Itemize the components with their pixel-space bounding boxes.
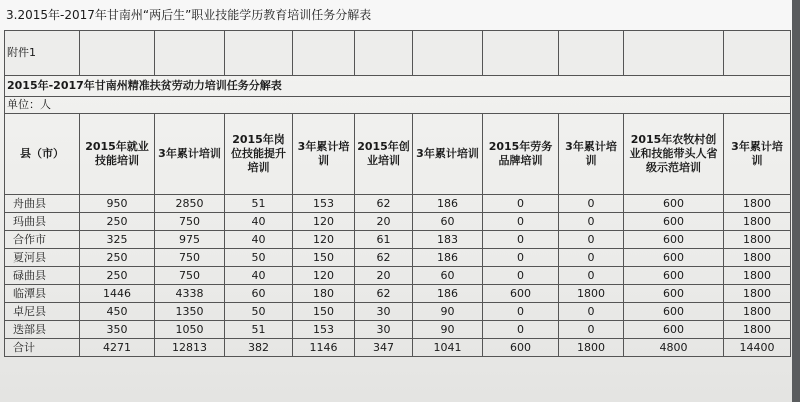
value-cell: 600 (624, 303, 724, 321)
value-cell: 61 (355, 231, 413, 249)
value-cell: 153 (293, 195, 355, 213)
value-cell: 4271 (80, 339, 155, 357)
column-header: 2015年就业技能培训 (80, 114, 155, 195)
task-table (4, 30, 791, 357)
column-header: 2015年岗位技能提升培训 (225, 114, 293, 195)
value-cell: 0 (483, 303, 559, 321)
value-cell: 600 (624, 213, 724, 231)
value-cell: 60 (413, 267, 483, 285)
value-cell: 90 (413, 321, 483, 339)
value-cell: 20 (355, 213, 413, 231)
column-header: 2015年创业培训 (355, 114, 413, 195)
value-cell: 20 (355, 267, 413, 285)
table-row (5, 267, 791, 285)
table-row (5, 303, 791, 321)
value-cell: 30 (355, 321, 413, 339)
value-cell: 600 (624, 267, 724, 285)
value-cell: 2850 (155, 195, 225, 213)
table-title-row (5, 76, 791, 97)
county-cell: 碌曲县 (5, 267, 80, 285)
county-cell: 舟曲县 (5, 195, 80, 213)
value-cell: 1041 (413, 339, 483, 357)
attachment-row (5, 31, 791, 76)
value-cell: 950 (80, 195, 155, 213)
value-cell: 60 (413, 213, 483, 231)
value-cell: 382 (225, 339, 293, 357)
county-cell: 玛曲县 (5, 213, 80, 231)
column-header: 3年累计培训 (559, 114, 624, 195)
value-cell: 120 (293, 213, 355, 231)
table-row (5, 231, 791, 249)
value-cell: 4338 (155, 285, 225, 303)
value-cell: 40 (225, 213, 293, 231)
value-cell: 0 (483, 195, 559, 213)
value-cell: 62 (355, 195, 413, 213)
value-cell: 50 (225, 303, 293, 321)
value-cell: 1800 (724, 249, 791, 267)
column-header: 3年累计培训 (724, 114, 791, 195)
value-cell: 1050 (155, 321, 225, 339)
value-cell: 14400 (724, 339, 791, 357)
value-cell: 40 (225, 267, 293, 285)
table-row (5, 339, 791, 357)
value-cell: 153 (293, 321, 355, 339)
column-header: 2015年农牧村创业和技能带头人省级示范培训 (624, 114, 724, 195)
value-cell: 0 (559, 249, 624, 267)
unit-label: 单位：人 (5, 97, 791, 114)
value-cell: 600 (483, 285, 559, 303)
value-cell: 750 (155, 249, 225, 267)
value-cell: 250 (80, 249, 155, 267)
value-cell: 150 (293, 303, 355, 321)
value-cell: 186 (413, 195, 483, 213)
document-title: 3.2015年-2017年甘南州“两后生”职业技能学历教育培训任务分解表 (0, 0, 800, 30)
value-cell: 350 (80, 321, 155, 339)
value-cell: 0 (483, 231, 559, 249)
value-cell: 51 (225, 321, 293, 339)
value-cell: 750 (155, 213, 225, 231)
value-cell: 186 (413, 285, 483, 303)
header-row (5, 114, 791, 195)
value-cell: 600 (483, 339, 559, 357)
value-cell: 1800 (724, 285, 791, 303)
county-cell: 卓尼县 (5, 303, 80, 321)
table-row (5, 213, 791, 231)
value-cell: 347 (355, 339, 413, 357)
value-cell: 62 (355, 285, 413, 303)
value-cell: 1800 (559, 285, 624, 303)
column-header: 县（市） (5, 114, 80, 195)
county-cell: 合计 (5, 339, 80, 357)
value-cell: 62 (355, 249, 413, 267)
value-cell: 0 (559, 195, 624, 213)
value-cell: 250 (80, 267, 155, 285)
value-cell: 1800 (724, 303, 791, 321)
value-cell: 1800 (724, 195, 791, 213)
value-cell: 120 (293, 267, 355, 285)
value-cell: 0 (483, 321, 559, 339)
value-cell: 600 (624, 231, 724, 249)
value-cell: 120 (293, 231, 355, 249)
value-cell: 0 (483, 249, 559, 267)
page-edge (792, 0, 800, 402)
value-cell: 600 (624, 285, 724, 303)
column-header: 3年累计培训 (293, 114, 355, 195)
value-cell: 1800 (724, 231, 791, 249)
value-cell: 0 (559, 231, 624, 249)
attachment-label: 附件1 (5, 31, 80, 76)
value-cell: 0 (483, 267, 559, 285)
county-cell: 迭部县 (5, 321, 80, 339)
table-row (5, 321, 791, 339)
column-header: 2015年劳务品牌培训 (483, 114, 559, 195)
unit-row (5, 97, 791, 114)
value-cell: 50 (225, 249, 293, 267)
value-cell: 0 (559, 321, 624, 339)
value-cell: 180 (293, 285, 355, 303)
table-row (5, 285, 791, 303)
value-cell: 0 (483, 213, 559, 231)
value-cell: 51 (225, 195, 293, 213)
value-cell: 325 (80, 231, 155, 249)
value-cell: 1800 (724, 267, 791, 285)
county-cell: 合作市 (5, 231, 80, 249)
value-cell: 0 (559, 213, 624, 231)
value-cell: 450 (80, 303, 155, 321)
value-cell: 600 (624, 195, 724, 213)
value-cell: 183 (413, 231, 483, 249)
value-cell: 975 (155, 231, 225, 249)
table-row (5, 195, 791, 213)
value-cell: 0 (559, 267, 624, 285)
value-cell: 600 (624, 249, 724, 267)
value-cell: 1800 (724, 213, 791, 231)
value-cell: 186 (413, 249, 483, 267)
value-cell: 40 (225, 231, 293, 249)
value-cell: 1800 (724, 321, 791, 339)
county-cell: 临潭县 (5, 285, 80, 303)
value-cell: 0 (559, 303, 624, 321)
value-cell: 60 (225, 285, 293, 303)
column-header: 3年累计培训 (155, 114, 225, 195)
value-cell: 1146 (293, 339, 355, 357)
column-header: 3年累计培训 (413, 114, 483, 195)
table-row (5, 249, 791, 267)
value-cell: 4800 (624, 339, 724, 357)
value-cell: 12813 (155, 339, 225, 357)
value-cell: 750 (155, 267, 225, 285)
value-cell: 250 (80, 213, 155, 231)
value-cell: 1800 (559, 339, 624, 357)
table-title: 2015年-2017年甘南州精准扶贫劳动力培训任务分解表 (5, 76, 791, 97)
value-cell: 1350 (155, 303, 225, 321)
value-cell: 1446 (80, 285, 155, 303)
value-cell: 90 (413, 303, 483, 321)
value-cell: 600 (624, 321, 724, 339)
value-cell: 150 (293, 249, 355, 267)
value-cell: 30 (355, 303, 413, 321)
county-cell: 夏河县 (5, 249, 80, 267)
